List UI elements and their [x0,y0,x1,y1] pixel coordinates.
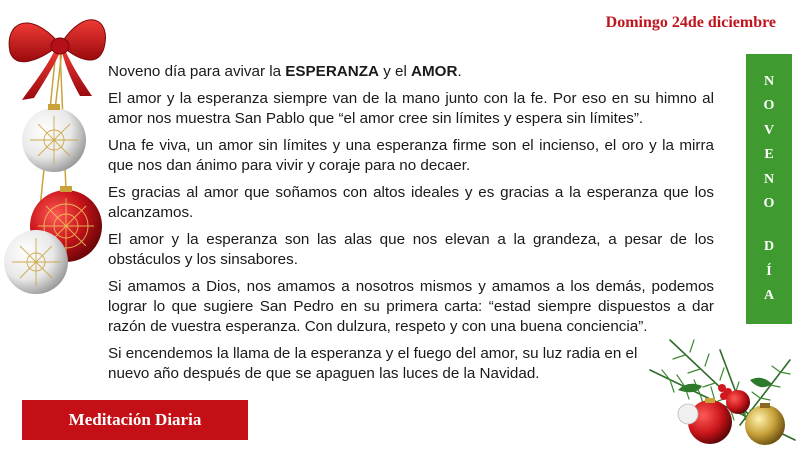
banner-letter: N [763,73,775,89]
paragraph: Es gracias al amor que soñamos con altos ideales y es gracias a la esperanza que los alcanzamos. [108,184,714,221]
banner-letter: V [763,122,775,138]
esperanza-word: ESPERANZA [285,63,379,80]
banner-letter: A [763,288,775,304]
intro-paragraph: Noveno día para avivar la ESPERANZA y el AMOR. [108,63,462,80]
pine-branch-decoration [630,330,800,450]
banner-letter: Í [766,263,772,279]
meditacion-diaria-label [22,400,248,440]
meditation-text [108,62,714,391]
christmas-ornaments-decoration [0,0,110,310]
paragraph: El amor y la esperanza son las alas que nos elevan a la grandeza, a pesar de los obstáculos y los sinsabores. [108,231,714,268]
banner-letter: O [763,196,775,212]
banner-letter: D [763,239,775,255]
amor-word: AMOR [411,63,458,80]
paragraph: Si amamos a Dios, nos amamos a nosotros mismos y amamos a los demás, podemos lograr lo que sugiere San Pedro en su primera carta: “estad siempre dispuestos a dar razón de vuestra esperanza. Con dulzura, respeto y con una buena conciencia”. [108,278,714,335]
banner-letter: E [764,147,774,163]
banner-letter: N [763,171,775,187]
banner-letter: O [763,98,775,114]
footer-text: Meditación Diaria [68,410,202,429]
paragraph: El amor y la esperanza siempre van de la mano junto con la fe. Por eso en su himno al amor nos muestra San Pablo que “el amor cree sin límites y espera sin límites”. [108,90,714,127]
noveno-dia-banner [746,54,792,324]
paragraph: Una fe viva, un amor sin límites y una esperanza firme son el incienso, el oro y la mirra que nos dan ánimo para vivir y coraje para no decaer. [108,137,714,174]
date-heading: Domingo 24de diciembre [605,14,776,31]
paragraph: Si encendemos la llama de la esperanza y el fuego del amor, su luz radia en el nuevo año después de que se apaguen las luces de la Navidad. [108,345,638,382]
